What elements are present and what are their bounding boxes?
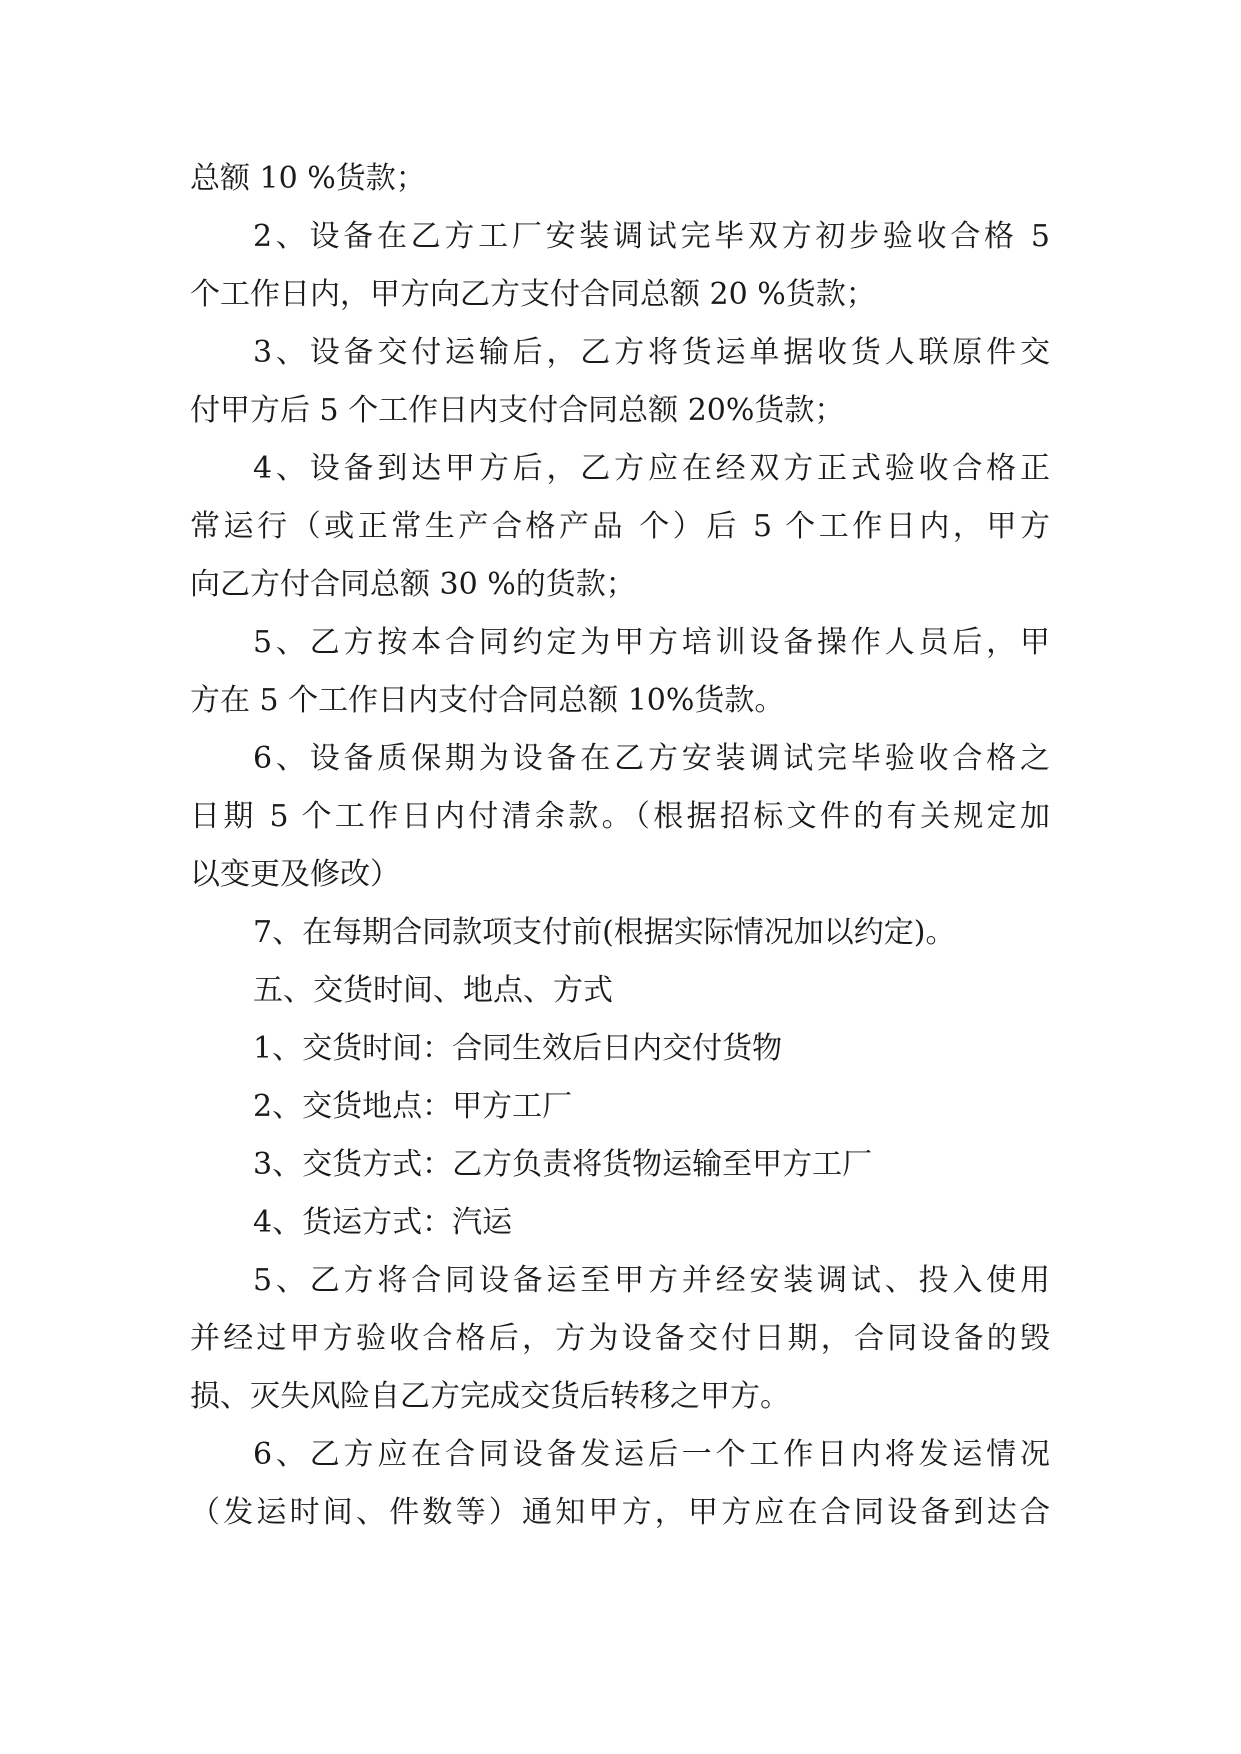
text-line: 方在 5 个工作日内支付合同总额 10%货款。 bbox=[190, 683, 785, 718]
text-line: 损、灭失风险自乙方完成交货后转移之甲方。 bbox=[190, 1379, 790, 1414]
text-line: 付甲方后 5 个工作日内支付合同总额 20%货款； bbox=[190, 393, 845, 428]
text-line: 4、货运方式：汽运 bbox=[253, 1205, 513, 1240]
text-line: 6、设备质保期为设备在乙方安装调试完毕验收合格之 bbox=[253, 741, 1050, 776]
document-page bbox=[190, 150, 1050, 1542]
text-line: 7、在每期合同款项支付前(根据实际情况加以约定)。 bbox=[253, 915, 956, 950]
text-line: 5、乙方将合同设备运至甲方并经安装调试、投入使用 bbox=[253, 1263, 1050, 1298]
text-line: （发运时间、件数等）通知甲方，甲方应在合同设备到达合 bbox=[190, 1495, 1050, 1530]
text-line: 日期 5 个工作日内付清余款。（根据招标文件的有关规定加 bbox=[190, 799, 1050, 834]
text-line: 以变更及修改） bbox=[190, 857, 400, 892]
text-line: 并经过甲方验收合格后，方为设备交付日期，合同设备的毁 bbox=[190, 1321, 1050, 1356]
section-heading: 五、交货时间、地点、方式 bbox=[253, 973, 613, 1008]
text-line: 3、设备交付运输后，乙方将货运单据收货人联原件交 bbox=[253, 335, 1050, 370]
text-line: 向乙方付合同总额 30 %的货款； bbox=[190, 567, 636, 602]
text-line: 6、乙方应在合同设备发运后一个工作日内将发运情况 bbox=[253, 1437, 1050, 1472]
text-line: 4、设备到达甲方后，乙方应在经双方正式验收合格正 bbox=[253, 451, 1050, 486]
text-line: 2、设备在乙方工厂安装调试完毕双方初步验收合格 5 bbox=[253, 219, 1050, 254]
text-line: 常运行（或正常生产合格产品 个）后 5 个工作日内，甲方 bbox=[190, 509, 1050, 544]
text-line: 1、交货时间：合同生效后日内交付货物 bbox=[253, 1031, 783, 1066]
text-line: 2、交货地点：甲方工厂 bbox=[253, 1089, 573, 1124]
text-line: 总额 10 %货款； bbox=[190, 161, 426, 196]
text-line: 3、交货方式：乙方负责将货物运输至甲方工厂 bbox=[253, 1147, 873, 1182]
text-line: 个工作日内，甲方向乙方支付合同总额 20 %货款； bbox=[190, 277, 876, 312]
text-line: 5、乙方按本合同约定为甲方培训设备操作人员后，甲 bbox=[253, 625, 1050, 660]
